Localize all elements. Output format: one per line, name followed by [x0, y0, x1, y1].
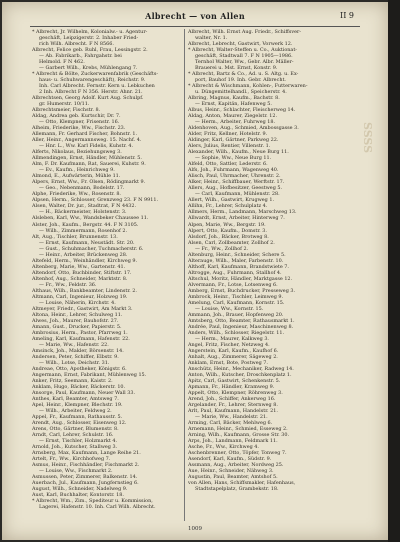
directory-entry-line: Anders, Wilh., Schlosser, Riegelstr. 11.: [188, 329, 285, 336]
directory-entry-line: Aschenbrenner, Otto, Töpfer, Tonweg 7.: [188, 450, 287, 457]
directory-entry-line: Alsleben, Karl, Ww., Wandsbeker Chaussee 11.: [32, 215, 149, 222]
directory-entry-line: Alt, Aug., Tischler, Brunnenstr. 13.: [32, 233, 118, 240]
directory-entry-line: Alfs, Joh., Fuhrmann, Wagenweg 40.: [188, 167, 279, 174]
directory-entry-line: Apmann, Fr., Händler, Kramweg 9.: [188, 383, 275, 390]
directory-entry-line: * Albrecht & Bölte, Zuckerwarenfabrik (Geschäfts-: [32, 71, 159, 78]
directory-entry-line: walter, Nr. 1.: [195, 35, 228, 42]
directory-entry-line: 2 Inh. Albrecht F N 356. Herstr. Ahnr. 21.: [39, 89, 143, 96]
directory-entry-line: — Sophie, Ww., Neue Burg 11.: [195, 155, 272, 162]
directory-entry-line: Artelt, Fr., Ww., Kirchhofweg 7.: [32, 456, 111, 463]
directory-entry-line: — Geo., Nebenmann, Bodelstr. 17.: [39, 185, 125, 192]
page-number: 1009: [188, 526, 202, 532]
directory-entry-line: — Louise, Näherin, Kirchstr. 4.: [39, 299, 116, 306]
directory-entry-line: Ansorge, Paul, Kaufmann, Neuer Wall 33.: [32, 389, 135, 396]
left-column: [32, 29, 182, 524]
directory-entry-line: Inh. Carl Albrecht. Fernstr. Kern u. Lebkuchen: [39, 83, 155, 90]
directory-entry-line: geschäft, Stadtwall 7. F N 1905—1986.: [195, 53, 293, 60]
directory-entry-line: Stadtstapelplatz, Grambekstr. 18.: [195, 486, 279, 493]
directory-entry-line: — Gust., Schuhmacher, Tuchmacherstr. 6.: [39, 245, 144, 252]
directory-entry-line: Albrechtsmeier, Fischstr. 8.: [32, 107, 101, 114]
directory-entry-line: Anton, Wilh., Kutscher, Droschkenplatz 1.: [188, 371, 292, 378]
directory-entry-line: Alm, F. Dr. Kaufmann, Rat, Sauerei, Kuhstr. 9.: [32, 161, 146, 168]
directory-entry-line: * Albrecht & Wischmann, Kohlen-, Futterwaren-: [188, 83, 308, 90]
directory-entry-line: port, Bauhof 19. Inh. Gebr. Albrecht.: [195, 77, 286, 84]
directory-entry-line: Alster, Joh., Kaufm., Bergstr. 44. F N 3105.: [32, 221, 139, 228]
directory-entry-line: Arnsberg, Max, Kaufmann, Lange Reihe 21.: [32, 450, 141, 457]
directory-entry-line: Appel, Fr., Kaufmann, Rathausstr. 5.: [32, 414, 123, 420]
directory-entry-line: * Albrecht, Walter-Steffen u. Co., Auktionat-: [188, 47, 297, 54]
directory-entry-line: — Fr., Ww., Feldstr. 36.: [39, 281, 97, 288]
directory-entry-line: Argelander, Fr., Lehrer, Sternweg 8.: [188, 401, 278, 408]
directory-entry-line: — Otto, Klempner, Frisenstr. 16.: [39, 119, 120, 126]
scan-edge: [388, 0, 400, 542]
directory-entry-line: Allwardt, Ernst, Arbeiter, Hinterweg 7.: [188, 215, 285, 222]
header-rule: [30, 26, 360, 27]
directory-entry-line: von Allen, Hans, Schiffsmakler, Hafenhaus,: [188, 480, 296, 487]
directory-entry-line: Alpen, Marie, Ww., Bergstr. 19.: [188, 221, 266, 228]
directory-entry-line: Albrechtsen, Georg Adolf. Kurt Aug. Schulpf.: [32, 95, 144, 102]
directory-entry-line: Allers, Aug., Hofbesitzer, Geestweg 5.: [188, 185, 283, 192]
directory-entry-line: Apel, Heinr., Klempner, Blechstr. 19.: [32, 401, 123, 408]
directory-entry-line: * Albrecht, Bartz & Co., Ad. u. S. Altg. u. Ex-: [188, 71, 299, 78]
directory-entry-line: — Herm., Arbeiter, Fuhrweg 18.: [195, 119, 276, 126]
directory-entry-line: August, Wilh., Schneider, Nadelweg 9.: [32, 486, 128, 493]
directory-entry-line: Altrogge, Aug., Fuhrmann, Stallhof 4.: [188, 269, 282, 276]
directory-entry-line: Alpers, Ernst, Ww., Fr. Olsen, Rödingmarkt 9.: [32, 179, 146, 186]
directory-entry-line: Aue, Heinr., Schneider, Nähweg 3.: [188, 468, 274, 475]
directory-entry-line: Amann, Gust., Drucker, Papierstr. 5.: [32, 323, 122, 330]
directory-entry-line: Anklam, Ernst, Bote, Postweg 7.: [188, 359, 268, 366]
page-header: [2, 11, 388, 25]
directory-entry-line: Arend, Joh., Schiffer, Ankerweg 16.: [188, 395, 276, 402]
directory-entry-line: — Garbert Wilh., Krebs, Mühlengang 7.: [39, 65, 138, 72]
directory-entry-line: haus- u. Schuhwarengeschäft), Reichstr. 9.: [39, 77, 146, 84]
directory-entry-line: Asmussen, Peter, Zimmerer, Balkenstr. 14.: [32, 474, 138, 481]
directory-entry-line: — Hnr. L., Ww. Karl Fidelis, Kuhstr. 4.: [39, 143, 134, 150]
directory-entry-line: Allemann, Fr. Gerhard Fischer, Bohnstr. 1.: [32, 131, 138, 138]
directory-entry-line: Angerstein, Karl, Kaufm., Kaufhof 6.: [188, 347, 279, 354]
right-column: [188, 29, 338, 524]
directory-entry-line: Aldag, Andrea geb. Kurtschir, Dr. 7.: [32, 113, 121, 120]
directory-entry-line: Althoff, Karl, Kaufmann, Brandstwiete 7.: [188, 263, 289, 270]
directory-entry-line: Althaus, Wilh., Bankbeamter, Lindenstr. 2.: [32, 287, 137, 294]
directory-entry-line: Lagerei, Hafenstr. 10. Inh. Carl Wilh. Albrecht.: [39, 504, 156, 511]
directory-entry-line: — Ernst, Tischler, Holzmarkt 4.: [39, 438, 118, 445]
directory-entry-line: Aust, Karl, Buchhalter, Kontorstr. 18.: [32, 492, 124, 499]
directory-entry-line: Alferts, Nikolaus, Beziehungsweg 3.: [32, 149, 122, 156]
directory-entry-line: — Carl, Kaufmann, Mühlenstr. 28.: [195, 191, 280, 198]
directory-entry-line: rich Wilh. Albrecht. F N 8566.: [39, 41, 114, 48]
directory-entry-line: Allert, Wilh., Gastwirt, Krugweg 1.: [188, 197, 275, 204]
directory-entry-line: Helmold. F N 462.: [39, 59, 85, 66]
directory-entry-line: Aldinger, Karl, Gärtner, Parkweg 22.: [188, 137, 279, 144]
directory-entry-line: Albrecht, Lebrecht, Gastwirt, Vorwerk 12.: [188, 41, 293, 48]
directory-entry-line: — Fr., Ww., Zollhof 2.: [195, 245, 249, 252]
directory-entry-line: Arnemann, Heinr., Schmied, Esseweg 2.: [188, 426, 288, 433]
directory-entry-line: Allihn, Fr., Lehrer, Schulplatz 4.: [188, 203, 268, 210]
directory-entry-line: — Ev., Kaufm., Heinrichweg 9.: [39, 167, 115, 174]
directory-entry-line: Arps, Joh., Landmann, Feldmark 11.: [188, 438, 278, 445]
directory-entry-line: Alisch, Paul, Uhrmacher, Uhrenstr. 2.: [188, 173, 281, 180]
directory-entry-line: Alvermann, Fr., Lotse, Lotsenweg 6.: [188, 281, 278, 288]
directory-page: [2, 2, 388, 540]
directory-entry-line: Ambrosius, Herm., Pastor, Pfarrweg 1.: [32, 329, 128, 336]
directory-entry-line: Andersen, Peter, Schiffer, Elbstr. 9.: [32, 353, 119, 360]
directory-entry-line: Auerbach, Jul., Kaufmann, Jungfernstieg 6.: [32, 480, 139, 487]
directory-entry-line: Altenburg, Heinr., Schneider, Schere 5.: [188, 251, 286, 258]
directory-entry-line: Ambrock, Heinr., Tischler, Leimweg 9.: [188, 293, 284, 300]
page-title: Albrecht — von Allen: [145, 11, 245, 21]
directory-entry-line: Alheim, Friederike, Ww., Fischstr. 23.: [32, 125, 126, 132]
directory-entry-line: Asmus, Heinr., Fischhändler, Fischmarkt 2.: [32, 462, 140, 469]
directory-entry-line: Augustin, Paul, Beamter, Amtshof 5.: [188, 474, 278, 481]
directory-entry-line: — Ab. Fabrikarb., Fahrgahstr. bei: [39, 53, 122, 60]
directory-entry-line: Asendorf, Karl, Kaufm., Südstr. 9.: [188, 456, 272, 463]
directory-entry-line: Almond, E., Aufwärterin, Mühle 11.: [32, 173, 121, 180]
directory-entry-line: Alterauge, Wilh., Maler, Farbenstr. 10.: [188, 257, 284, 264]
directory-entry-line: Brauerei u. Mst. Ernst, Konstr. 9.: [195, 65, 278, 72]
directory-entry-line: Aldenhoven, Aug., Schmied, Ambossgasse 3.: [188, 125, 299, 132]
directory-entry-line: Altmeyer, Friedr., Gastwirt, Am Markt 3.: [32, 305, 133, 312]
directory-entry-line: Alder, Fritz, Kellner, Hotelstr. 9.: [188, 131, 268, 138]
directory-entry-line: — Louise, Ww., Kornstr. 15.: [195, 305, 264, 312]
directory-entry-line: Alers, Julius, Rentier, Villenstr. 1.: [188, 143, 271, 150]
directory-entry-line: Anthes, Karl, Beamter, Amtsweg 7.: [32, 395, 119, 402]
directory-entry-line: Asche, Fr., Ww., Kirchweg 4.: [188, 444, 259, 451]
column-divider: [184, 29, 185, 521]
directory-entry-line: Altefeld, Herm., Weinhändler, Kirchweg 9.: [32, 257, 138, 264]
directory-entry-line: Albus, Heinr., Schlachter, Fleischerweg 14.: [188, 107, 296, 114]
directory-entry-line: Alwes, Joh., Maurer, Bauhofstr. 27.: [32, 317, 119, 324]
directory-entry-line: Alexander, Wilh., Kaufm., Neue Burg 11.: [188, 149, 289, 156]
directory-entry-line: u. Düngemittelhandl., Speicherstr. 4.: [195, 89, 287, 96]
directory-entry-line: Anklam, Hugo, Bäcker, Bäckerstr. 10.: [32, 383, 126, 390]
directory-entry-line: Amsinck, Joh., Makler, Börsenstr. 14.: [32, 347, 124, 354]
directory-entry-line: Altenhof, Aug., Schneider, Marktstr. 8.: [32, 275, 128, 282]
directory-entry-line: Andrée, Paul, Ingenieur, Maschinenweg 8.: [188, 323, 294, 330]
directory-entry-line: Angermann, Ernst, Fabrikant, Mühlenweg 15.: [32, 371, 147, 378]
margin-stamp: SSSS: [361, 122, 374, 154]
directory-entry-line: Altona, Heinr., Lehrer, Schulweg 11.: [32, 311, 123, 318]
directory-entry-line: * Albrecht, Jr. Wilhelm, Kolonialw.- u. Agentur-: [32, 29, 148, 35]
directory-entry-line: Amberg, Ernst, Buchdrucker, Presseweg 3.: [188, 287, 296, 294]
directory-entry-line: — Wilh., Arbeiter, Feldweg 2.: [39, 407, 112, 414]
directory-entry-line: — Herm., Maurer, Kalkweg 3.: [195, 335, 269, 342]
directory-entry-line: Alfeld, Otto, Sattler, Lederstr. 6.: [188, 161, 268, 168]
directory-entry-line: Arming, Carl, Bäcker, Mehlweg 6.: [188, 420, 273, 427]
directory-entry-line: — Marie, Ww., Handelstr. 21.: [195, 414, 268, 420]
directory-entry-line: Arning, Wilh., Kaufmann, Grosse Str. 30.: [188, 432, 290, 439]
directory-entry-line: Ternhol Walter, Ww., Gebr. Albr. Mäller-: [195, 59, 294, 66]
directory-entry-line: Amelung, Carl, Kaufmann, Kornstr. 15.: [188, 299, 285, 306]
directory-entry-line: gr. Humerstr. 10/11.: [39, 101, 90, 108]
directory-entry-line: Anhalt, Aug., Zimmerer, Sägeweg 2.: [188, 353, 278, 360]
directory-entry-line: Alphe, Friederike, Ww., Rosenstr. 8.: [32, 191, 121, 198]
directory-entry-line: Anschütz, Heinr., Mechaniker, Radweg 14.: [188, 365, 294, 372]
directory-entry-line: — Ernst, Kapitän, Hafenweg 5.: [195, 101, 272, 108]
directory-entry-line: Altmann, Carl, Ingenieur, Holzweg 19.: [32, 293, 128, 300]
directory-entry-line: — Marie, Ww., Hafenstr. 22.: [39, 341, 109, 348]
directory-entry-line: — Wilh., Zimmermann, Rosenhof 2.: [39, 227, 128, 234]
directory-entry-line: Arlt, Paul, Kaufmann, Handelstr. 21.: [188, 407, 278, 414]
directory-entry-line: Alsen, Walter, Dr. jur., Stadtrat, F N 4432.: [32, 203, 137, 210]
directory-entry-line: — Wilh., Lotse, Deichstr. 31.: [39, 359, 110, 366]
directory-entry-line: Alsdorf, Joh., Bäcker, Brotweg 8.: [188, 233, 269, 240]
directory-entry-line: — Heinr., Arbeiter, Brückenweg 28.: [39, 251, 128, 258]
directory-entry-line: Assmann, Aug., Arbeiter, Nordweg 25.: [188, 462, 284, 469]
directory-entry-line: Appelt, Otto, Klempner, Röhrenweg 3.: [188, 389, 283, 396]
directory-entry-line: Alpsen, Herm., Schlosser, Grenzweg 23. F N 9911.: [32, 197, 159, 204]
directory-entry-line: Allmendingen, Ernst, Händler, Mühlenstr. 5.: [32, 155, 142, 162]
directory-entry-line: Alsen, Carl, Zollbeamter, Zollhof 2.: [188, 239, 275, 246]
directory-entry-line: Arndt, Carl, Lehrer, Schulstr. 16.: [32, 432, 114, 439]
directory-entry-line: — Louise, Ww., Fischmarkt 2.: [39, 468, 113, 475]
directory-entry-line: Arnold, Joh., Kutscher, Stallweg 3.: [32, 444, 118, 451]
directory-entry-line: Albring, Magnus, Kaufm., Bachstr. 8.: [188, 95, 280, 102]
directory-entry-line: — Ernst, Kaufmann, Neustädt. Str. 20.: [39, 239, 135, 246]
directory-entry-line: Arens, Otto, Gärtner, Blumenstr. 8.: [32, 426, 119, 433]
directory-entry-line: Ammann, Joh., Brauer, Hopfenweg 20.: [188, 311, 284, 318]
directory-entry-line: * Albrecht, Wm., Zim., Spediteur u. Kommission,: [32, 498, 153, 505]
directory-entry-line: geschäft, Leipzigerstr. 2. Inhaber Fried-: [39, 35, 139, 42]
directory-entry-line: Altschul, Moritz, Händler, Marktgasse 12.: [188, 275, 293, 282]
directory-entry-line: Aller, Heinr., Angermannsweg. 15. Nachf. 4.: [32, 137, 142, 144]
directory-entry-line: Aldag, Anton, Maurer, Ziegelstr. 12.: [188, 113, 278, 120]
directory-entry-line: Altendorf, Otto, Buchbinder, Stiftstr. 17.: [32, 269, 132, 276]
directory-entry-line: Albrecht, Felice geb. Ruhl, Frau, Lessingstr. 2.: [32, 47, 148, 54]
directory-entry-line: Anker, Fritz, Seemann, Kaistr. 2.: [32, 377, 113, 384]
directory-entry-line: Albrecht, Wilh. Ernst Aug. Friedr., Schiffsver-: [188, 29, 301, 35]
directory-entry-line: Altenberg, Marie, Ww., Gartenstr. 41.: [32, 263, 126, 270]
directory-entry-line: Alpert, Otto, Kaufm., Domstr. 3.: [188, 227, 267, 234]
directory-entry-line: Ameling, Karl, Kaufmann, Hafenstr. 22.: [32, 335, 130, 342]
directory-entry-line: Andreae, Otto, Apotheker, Königstr. 6.: [32, 365, 127, 372]
directory-entry-line: Amtsberg, Otto, Beamter, Rathausmarkt 1.: [188, 317, 295, 324]
page-marker: II 9: [340, 11, 354, 20]
directory-entry-line: — H., Bäckermeister, Holstenstr. 3.: [39, 209, 127, 216]
directory-entry-line: Angel, Fritz, Fischer, Netzweg 4.: [188, 341, 270, 348]
directory-entry-line: Allmers, Herm., Landmann, Marschweg 13.: [188, 209, 297, 216]
directory-entry-line: Alker, Heinr., Schiffbauer, Werftstr. 17.: [188, 179, 285, 186]
directory-entry-line: Apitz, Carl, Gastwirt, Schenkenstr. 5.: [188, 377, 281, 384]
directory-entry-line: Arendt, Aug., Schlosser, Eisenweg 12.: [32, 420, 127, 427]
